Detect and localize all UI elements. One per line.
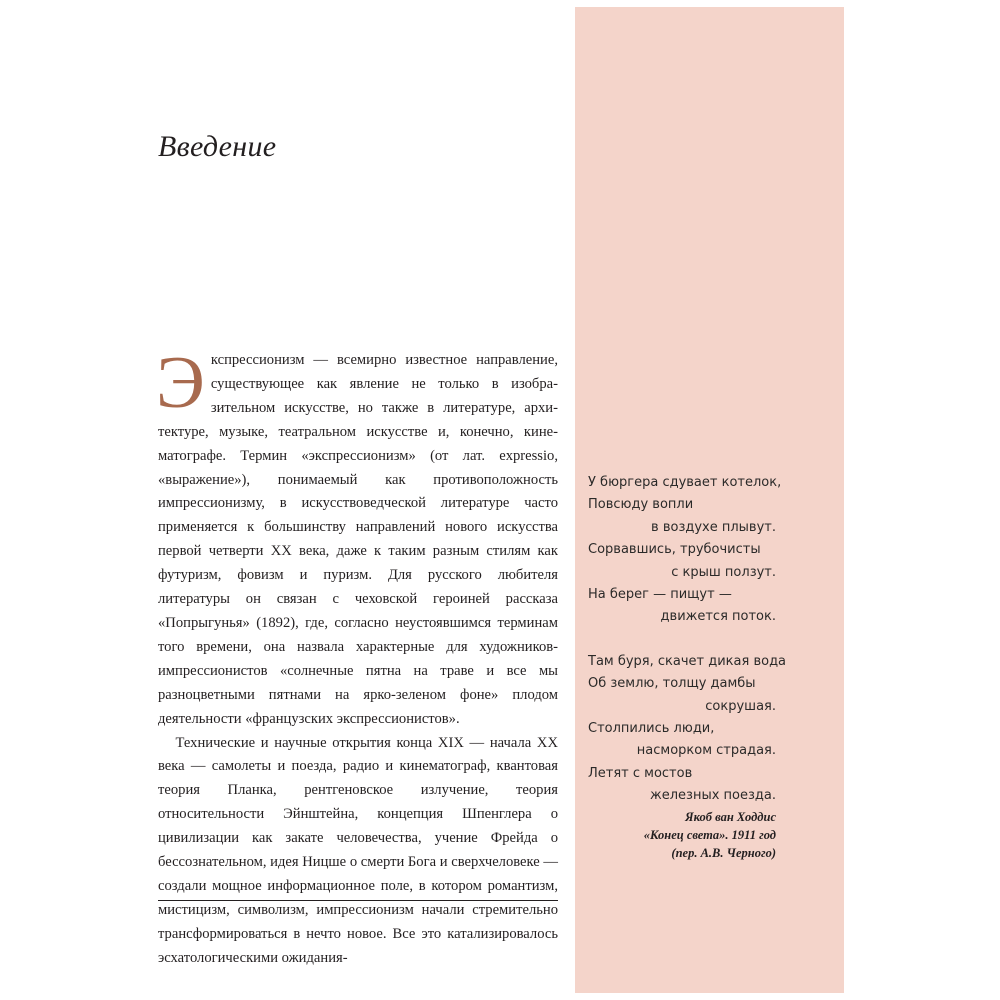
poem-line: Столпились люди, xyxy=(588,721,715,737)
poem-line: Летят с мостов xyxy=(588,765,693,781)
poem-line: движется поток. xyxy=(660,609,776,625)
poem-line: в воздухе плывут. xyxy=(651,519,776,535)
poem-line: насморком страдая. xyxy=(636,743,776,759)
attribution-work: «Конец света». 1911 год xyxy=(643,828,776,842)
poem-line: Сорвавшись, трубочисты xyxy=(588,542,761,558)
bottom-rule xyxy=(158,900,558,901)
poem-line: Об землю, толщу дамбы xyxy=(588,676,756,692)
poem-line: Повсюду вопли xyxy=(588,497,694,513)
attribution-author: Якоб ван Ходдис xyxy=(685,810,776,824)
poem-line: сокрушая. xyxy=(705,698,776,714)
paragraph-2: Технические и научные открытия конца XIX — начала XX века — самолеты и поезда, радио и кинематограф, квантовая теория Планка, рентгеновское излучение, теория относительности Эйнштейна, концепция Шпенглера о цивилизации как закате человечества, учение Фрейда о бессознательном, идея Ницше о смерти Бога и сверхчеловеке — создали мощное информационное поле, в котором романтизм, мистицизм, символизм, импрессионизм начали стремительно трансформироваться в нечто новое. Все это катализировалось эсхатологическими ожидания- xyxy=(158,734,558,966)
poem-line: железных поезда. xyxy=(650,788,776,804)
drop-cap: Э xyxy=(156,342,205,424)
paragraph-1 xyxy=(156,342,558,732)
paragraph-1-text: кспрессионизм — всемирно известное направление, существующее как явление не только в изобразительном искусстве, но также в литературе, архитектуре, музыке, театральном искусстве и, конечно, кинематографе. Термин «экспрессионизм» (от лат. expressio, «выражение»), понимаемый как противоположность импрессионизму, в искусствоведческой литературе часто применяется к большинству направлений нового искусства первой четверти XX века, даже к таким разным стилям как футуризм, фовизм и пуризм. Для русского любителя литературы он связан с чеховской героиней рассказа «Попрыгунья» (1892), где, согласно неустоявшимся терминам того времени, она назвала характерные для художников-импрессионистов «солнечные пятна на траве и все мы разноцветными пятнами на ярко-зеленом фоне» плодом деятельности «французских экспрессионистов». xyxy=(158,352,558,727)
poem xyxy=(588,472,787,808)
attribution-translator: (пер. А.В. Черного) xyxy=(671,846,776,860)
poem-line: с крыш ползут. xyxy=(671,564,776,580)
poem-attribution xyxy=(588,808,776,862)
poem-line: У бюргера сдувает котелок, xyxy=(588,475,782,490)
main-text xyxy=(156,342,558,971)
stanza-gap xyxy=(588,629,776,651)
poem-line: На берег — пищут — xyxy=(588,587,732,603)
poem-line: Там буря, скачет дикая вода xyxy=(588,653,787,669)
page-title: Введение xyxy=(158,130,277,163)
